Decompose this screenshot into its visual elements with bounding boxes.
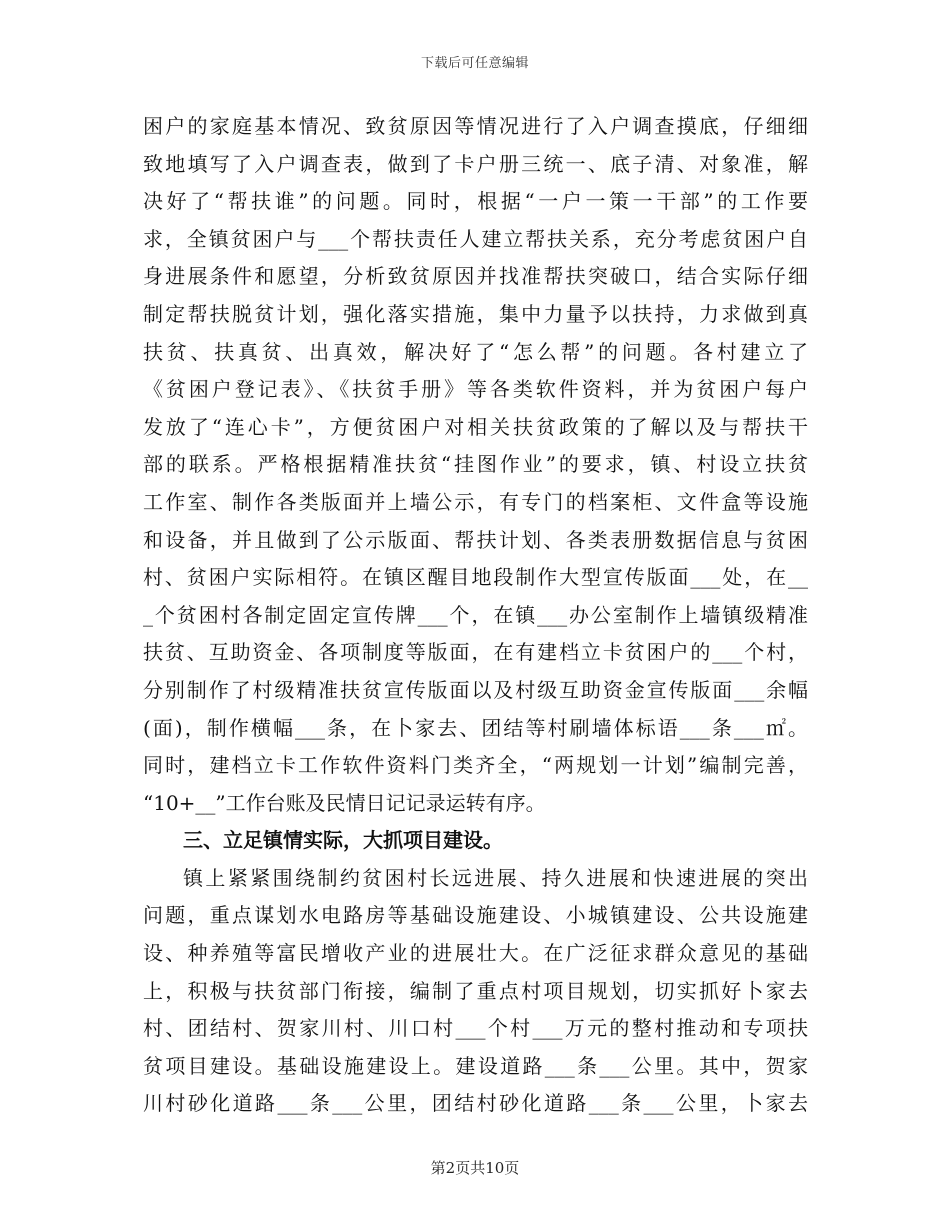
body-line: 困户的家庭基本情况、致贫原因等情况进行了入户调查摸底，仔细细 — [143, 114, 808, 138]
body-line: “10+__”工作台账及民情日记记录运转有序。 — [143, 790, 546, 815]
body-line: 工作室、制作各类版面并上墙公示，有专门的档案柜、文件盒等设施 — [143, 489, 808, 514]
body-line: 村、贫困户实际相符。在镇区醒目地段制作大型宣传版面___处，在__ — [143, 565, 808, 590]
body-line: _个贫困村各制定固定宣传牌___个，在镇___办公室制作上墙镇级精准 — [143, 602, 808, 627]
section-line: 上，积极与扶贫部门衔接，编制了重点村项目规划，切实抓好卜家去 — [143, 978, 808, 1003]
body-line: 身进展条件和愿望，分析致贫原因并找准帮扶突破口，结合实际仔细 — [143, 264, 808, 289]
section-line: 镇上紧紧围绕制约贫困村长远进展、持久进展和快速进展的突出 — [183, 865, 808, 890]
section-line: 川村砂化道路___条___公里，团结村砂化道路___条___公里，卜家去 — [143, 1091, 808, 1116]
section-line: 贫项目建设。基础设施建设上。建设道路___条___公里。其中，贺家 — [143, 1053, 808, 1078]
body-line: 同时，建档立卡工作软件资料门类齐全，“两规划一计划”编制完善， — [143, 753, 808, 778]
section-line: 村、团结村、贺家川村、川口村___个村___万元的整村推动和专项扶 — [143, 1016, 808, 1041]
body-line: 部的联系。严格根据精准扶贫“挂图作业”的要求，镇、村设立扶贫 — [143, 452, 808, 477]
document-body — [143, 108, 808, 1123]
body-line: 致地填写了入户调查表，做到了卡户册三统一、底子清、对象准，解 — [143, 151, 808, 176]
body-line: 分别制作了村级精准扶贫宣传版面以及村级互助资金宣传版面___余幅 — [143, 677, 808, 702]
body-line: 扶贫、互助资金、各项制度等版面，在有建档立卡贫困户的___个村， — [143, 640, 808, 665]
section-heading: 三、立足镇情实际，大抓项目建设。 — [183, 828, 503, 853]
body-line: 《贫困户登记表》、《扶贫手册》等各类软件资料，并为贫困户每户 — [143, 377, 808, 402]
body-line: 发放了“连心卡”，方便贫困户对相关扶贫政策的了解以及与帮扶干 — [143, 414, 808, 439]
page-footer: 第2页共10页 — [430, 1159, 520, 1177]
section-line: 设、种养殖等富民增收产业的进展壮大。在广泛征求群众意见的基础 — [143, 941, 808, 966]
body-line: 和设备，并且做到了公示版面、帮扶计划、各类表册数据信息与贫困 — [143, 527, 808, 552]
header-note: 下载后可任意编辑 — [420, 56, 529, 71]
body-line: (面)，制作横幅___条，在卜家去、团结等村刷墙体标语___条___㎡。 — [143, 715, 808, 740]
body-line: 扶贫、扶真贫、出真效，解决好了“怎么帮”的问题。各村建立了 — [143, 339, 808, 364]
section-line: 问题，重点谋划水电路房等基础设施建设、小城镇建设、公共设施建 — [143, 903, 808, 928]
body-line: 求，全镇贫困户与___个帮扶责任人建立帮扶关系，充分考虑贫困户自 — [143, 226, 808, 251]
body-line: 决好了“帮扶谁”的问题。同时，根据“一户一策一干部”的工作要 — [143, 189, 808, 214]
body-line: 制定帮扶脱贫计划，强化落实措施，集中力量予以扶持，力求做到真 — [143, 301, 808, 326]
